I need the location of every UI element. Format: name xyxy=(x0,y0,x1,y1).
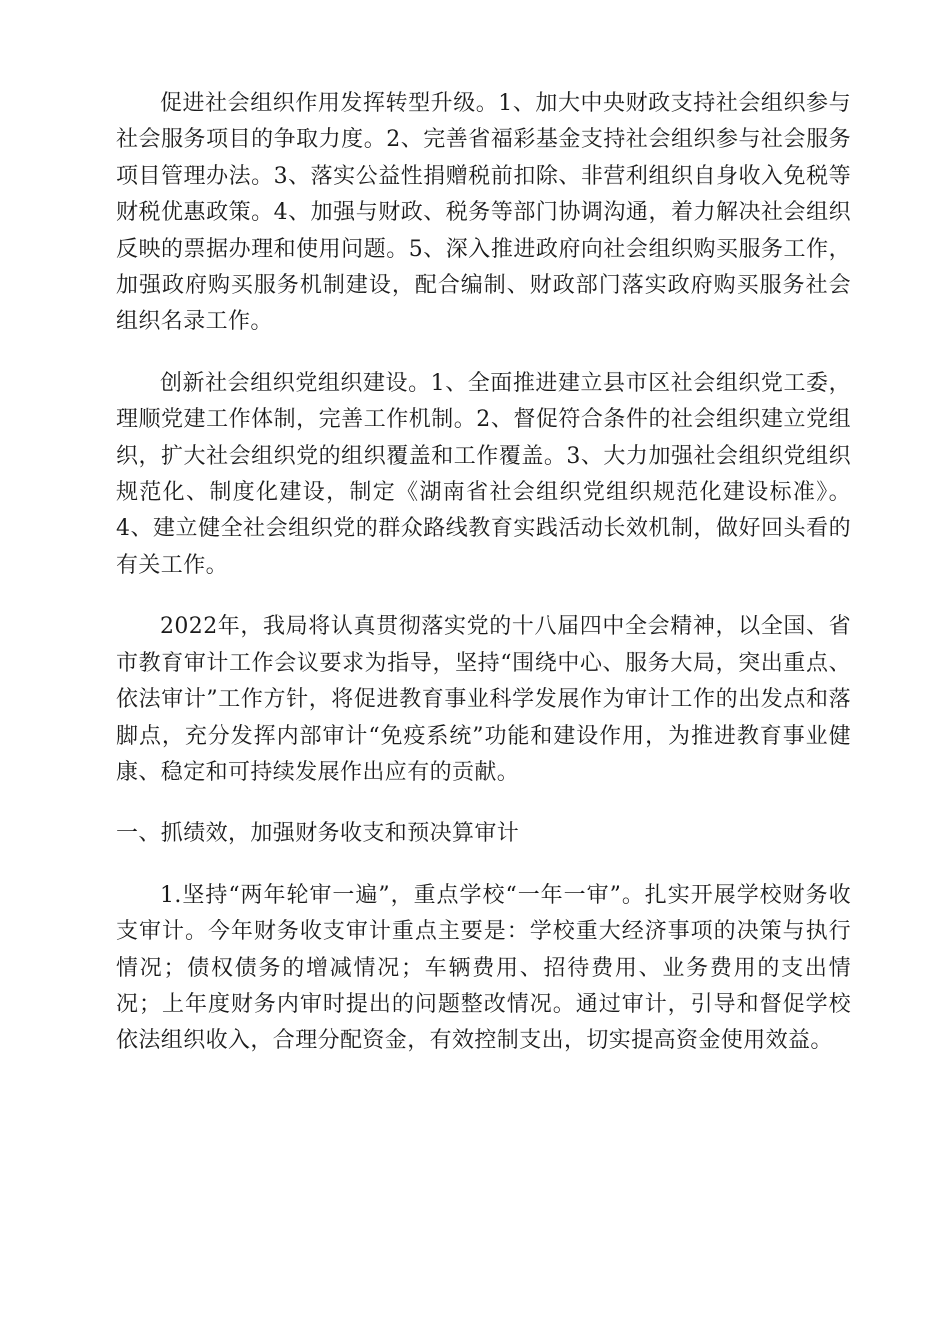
paragraph-2022-plan: 2022年，我局将认真贯彻落实党的十八届四中全会精神，以全国、省市教育审计工作会议要求为指导，坚持“围绕中心、服务大局，突出重点、依法审计”工作方针，将促进教育事业科学发展作为审计工作的出发点和落脚点，充分发挥内部审计“免疫系统”功能和建设作用，为推进教育事业健康、稳定和可持续发展作出应有的贡献。 xyxy=(116,614,851,785)
paragraph-social-org-transformation: 促进社会组织作用发挥转型升级。1、加大中央财政支持社会组织参与社会服务项目的争取力度。2、完善省福彩基金支持社会组织参与社会服务项目管理办法。3、落实公益性捐赠税前扣除、非营利组织自身收入免税等财税优惠政策。4、加强与财政、税务等部门协调沟通，着力解决社会组织反映的票据办理和使用问题。5、深入推进政府向社会组织购买服务工作，加强政府购买服务机制建设，配合编制、财政部门落实政府购买服务社会组织名录工作。 xyxy=(116,91,851,335)
document-page xyxy=(116,86,851,1060)
paragraph-rotation-audit: 1.坚持“两年轮审一遍”，重点学校“一年一审”。扎实开展学校财务收支审计。今年财务收支审计重点主要是：学校重大经济事项的决策与执行情况；债权债务的增减情况；车辆费用、招待费用、业务费用的支出情况；上年度财务内审时提出的问题整改情况。通过审计，引导和督促学校依法组织收入，合理分配资金，有效控制支出，切实提高资金使用效益。 xyxy=(116,882,851,1054)
section-heading-performance-audit: 一、抓绩效，加强财务收支和预决算审计 xyxy=(116,821,520,847)
paragraph-party-building: 创新社会组织党组织建设。1、全面推进建立县市区社会组织党工委，理顺党建工作体制，完善工作机制。2、督促符合条件的社会组织建立党组织，扩大社会组织党的组织覆盖和工作覆盖。3、大力加强社会组织党组织规范化、制度化建设，制定《湖南省社会组织党组织规范化建设标准》。4、建立健全社会组织党的群众路线教育实践活动长效机制，做好回头看的有关工作。 xyxy=(116,370,851,578)
